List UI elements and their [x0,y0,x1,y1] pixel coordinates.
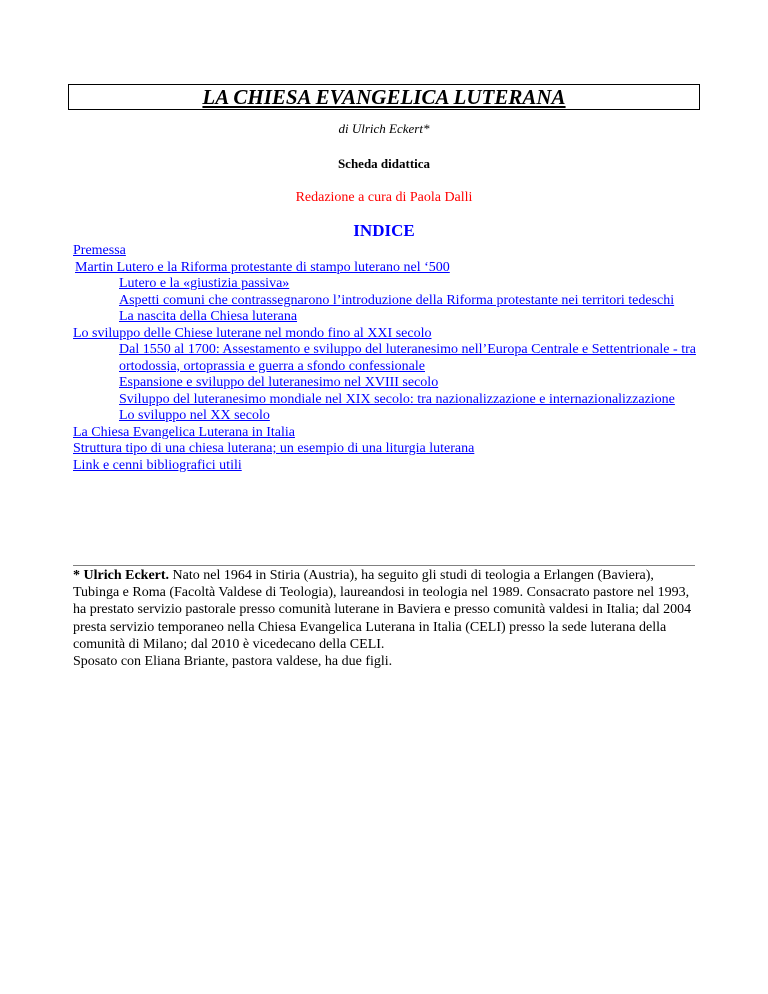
toc-link-premessa[interactable]: Premessa [73,243,126,258]
toc-link-bibliografia[interactable]: Link e cenni bibliografici utili [73,457,242,473]
toc-link-1550-1700[interactable]: Dal 1550 al 1700: Assestamento e sviluppo del luteranesimo nell’Europa Centrale e Settentrionale - tra ortodossia, ortoprassia e guerra a sfondo confessionale [119,342,696,374]
footnote-family-text: Sposato con Eliana Briante, pastora valdese, ha due figli. [73,654,393,670]
toc-link-xx-secolo[interactable]: Lo sviluppo nel XX secolo [119,408,270,423]
table-of-contents [73,243,713,474]
toc-link-nascita-chiesa[interactable]: La nascita della Chiesa luterana [119,309,298,324]
toc-link-sviluppo-chiese[interactable]: Lo sviluppo delle Chiese luterane nel mondo fino al XXI secolo [73,325,432,341]
index-heading: INDICE [353,221,415,240]
editor-line: Redazione a cura di Paola Dalli [295,190,473,205]
footnote-divider [73,565,695,566]
toc-link-giustizia-passiva[interactable]: Lutero e la «giustizia passiva» [119,276,290,291]
document-title: LA CHIESA EVANGELICA LUTERANA [68,84,700,110]
toc-link-chiesa-italia[interactable]: La Chiesa Evangelica Luterana in Italia [73,424,295,440]
toc-link-xviii-secolo[interactable]: Espansione e sviluppo del luteranesimo nel XVIII secolo [119,375,439,390]
toc-link-martin-lutero[interactable]: Martin Lutero e la Riforma protestante di stampo luterano nel ‘500 [75,259,450,275]
footnote-author-name: * Ulrich Eckert. [73,568,170,583]
toc-link-struttura-liturgia[interactable]: Struttura tipo di una chiesa luterana; un esempio di una liturgia luterana [73,441,475,456]
footnote-bio-text: Nato nel 1964 in Stiria (Austria), ha seguito gli studi di teologia a Erlangen (Baviera), Tubinga e Roma (Facoltà Valdese di Teologia), laureandosi in teologia nel 1989. Consacrato pastore nel 1993, ha prestato servizio pastorale presso comunità luterane in Baviera e presso comunità valdesi in Italia; dal 2004 presta servizio temporaneo nella Chiesa Evangelica Luterana in Italia (CELI) presso la sede luterana della comunità di Milano; dal 2010 è vicedecano della CELI. [73,568,692,652]
author-footnote [73,567,703,670]
author-line: di Ulrich Eckert* [338,121,430,136]
toc-link-aspetti-comuni[interactable]: Aspetti comuni che contrassegnarono l’introduzione della Riforma protestante nei territori tedeschi [119,292,675,308]
document-subtitle: Scheda didattica [337,156,431,171]
toc-link-xix-secolo[interactable]: Sviluppo del luteranesimo mondiale nel XIX secolo: tra nazionalizzazione e internazionalizzazione [119,391,675,407]
